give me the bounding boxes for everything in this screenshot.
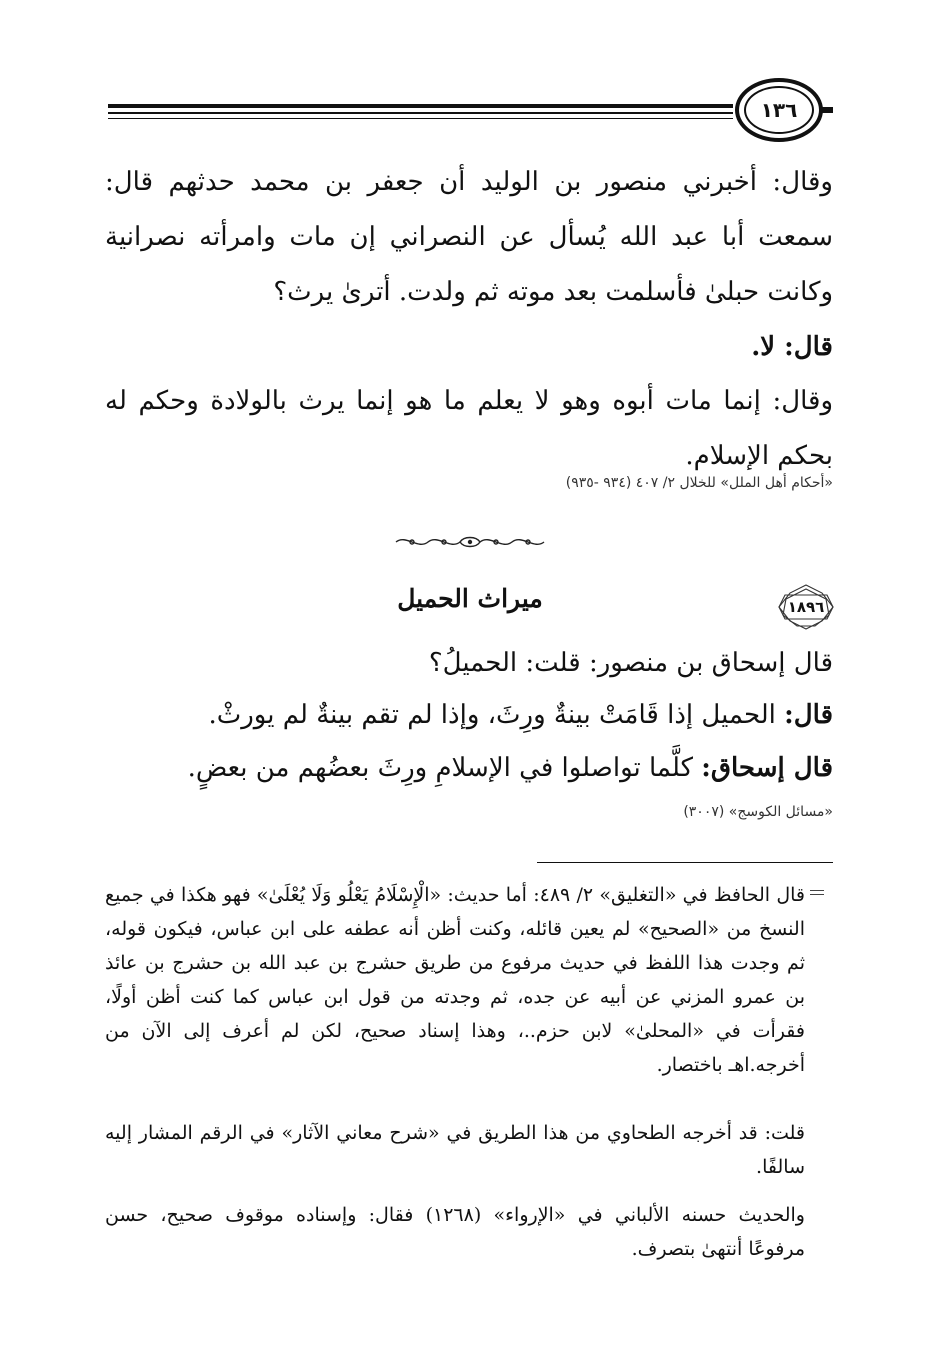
entry-number: ١٨٩٦: [787, 598, 825, 616]
header-rule-thick: [108, 104, 733, 108]
ornament-divider-icon: [390, 534, 550, 550]
qa-label: قال إسحاق:: [701, 753, 833, 783]
page-number: ١٣٦: [744, 86, 814, 134]
page-number-tail: [819, 107, 833, 113]
qa-line-answer: [105, 688, 833, 743]
footnote-continuation-icon: [810, 890, 824, 898]
qa-label: قال:: [784, 700, 833, 730]
paragraph-question: وقال: أخبرني منصور بن الوليد أن جعفر بن محمد حدثهم قال: سمعت أبا عبد الله يُسأل عن النصراني إن مات وامرأته نصرانية وكانت حبلىٰ فأسلمت بعد موته ثم ولدت. أترىٰ يرث؟: [105, 167, 833, 307]
qa-line-question: قال إسحاق بن منصور: قلت: الحميلُ؟: [428, 648, 833, 678]
footnote-2: قلت: قد أخرجه الطحاوي من هذا الطريق في «شرح معاني الآثار» في الرقم المشار إليه سالفًا.: [105, 1122, 805, 1178]
source-citation: «مسائل الكوسج» (٣٠٠٧): [683, 804, 833, 820]
qa-text: كلَّما تواصلوا في الإسلامِ ورِثَ بعضُهم من بعضٍ.: [187, 753, 702, 783]
section-heading: ميراث الحميل: [397, 584, 543, 613]
header-rule-medium: [108, 112, 733, 114]
entry-number-badge: [775, 583, 837, 631]
qa-line-ishaq: [105, 741, 833, 796]
footnote-separator: [537, 862, 833, 863]
source-citation: «أحكام أهل الملل» للخلال ٢/ ٤٠٧ (٩٣٤ -٩٣٥): [565, 475, 833, 491]
paragraph-explanation: وقال: إنما مات أبوه وهو لا يعلم ما هو إنما يرث بالولادة وحكم له بحكم الإسلام.: [105, 386, 833, 471]
paragraph-answer: قال: لا.: [751, 332, 833, 362]
page-header: [108, 78, 833, 142]
qa-text: الحميل إذا قَامَتْ بينةٌ ورِثَ، وإذا لم تقم بينةٌ لم يورثْ.: [208, 700, 785, 730]
header-rule-thin: [108, 118, 733, 119]
page-number-ornament: [735, 78, 823, 142]
footnote-3: والحديث حسنه الألباني في «الإرواء» (١٢٦٨) فقال: وإسناده موقوف صحيح، حسن مرفوعًا أنتهىٰ بتصرف.: [105, 1204, 805, 1260]
footnote-1: قال الحافظ في «التغليق» ٢/ ٤٨٩: أما حديث: «الْإِسْلَامُ يَعْلُو وَلَا يُعْلَىٰ» فهو هكذا في جميع النسخ من «الصحيح» لم يعين قائله، وكنت أظن أنه عطفه على ابن عباس، فيكون قوله، ثم وجدت هذا اللفظ في حديث مرفوع من طريق حشرج بن عبد الله بن حشرج بن عائذ بن عمرو المزني عن أبيه عن جده، ثم وجدته من قول ابن عباس كما كنت أظن أولًا، فقرأت في «المحلىٰ» لابن حزم..، وهذا إسناد صحيح، لكن لم أعرف إلى الآن من أخرجه.اهـ باختصار.: [105, 884, 806, 1076]
